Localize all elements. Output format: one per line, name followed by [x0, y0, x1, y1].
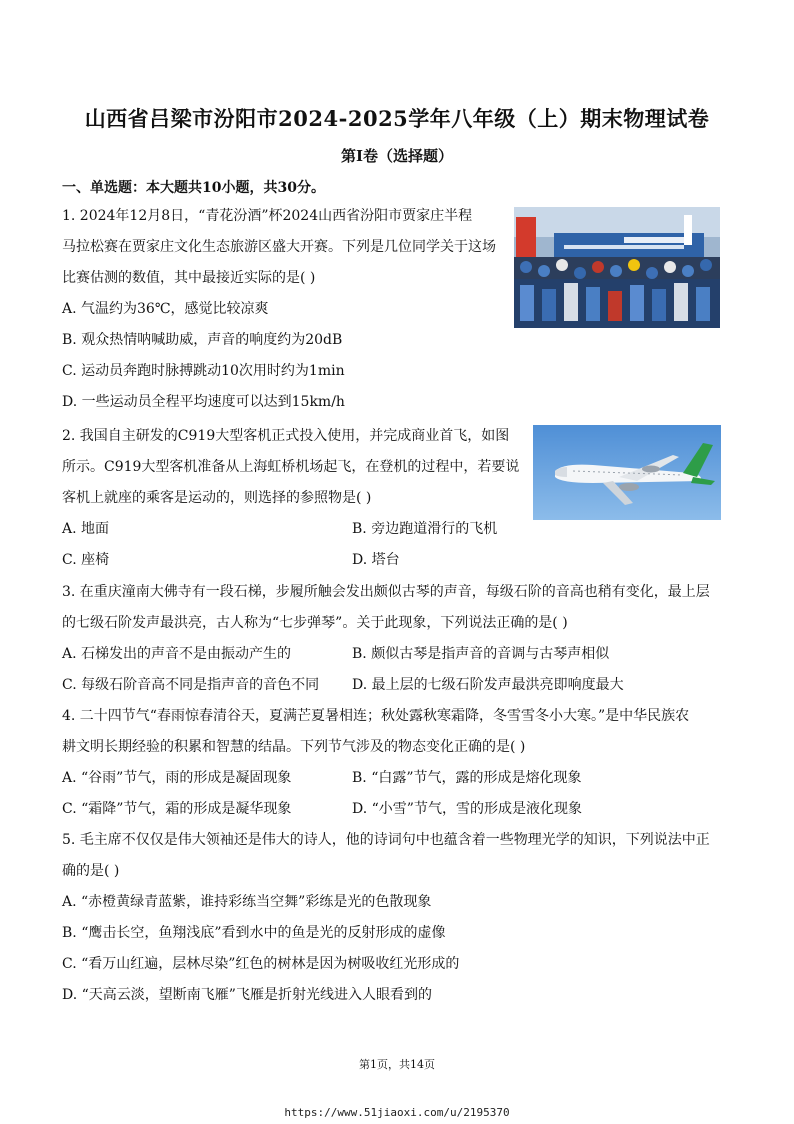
- q3-line-1: 3. 在重庆潼南大佛寺有一段石梯，步履所触会发出颇似古琴的声音，每级石阶的音高也稍有变化，最上层: [62, 584, 710, 600]
- q3-option-a: A. 石梯发出的声音不是由振动产生的: [62, 646, 292, 662]
- q4-option-b: B. “白露”节气，露的形成是熔化现象: [352, 770, 582, 786]
- airplane-photo: [533, 425, 721, 520]
- page-footer: 第1页，共14页: [359, 1058, 435, 1071]
- q1-line-1: 1. 2024年12月8日，“青花汾酒”杯2024山西省汾阳市贾家庄半程: [62, 208, 473, 224]
- q2-option-c: C. 座椅: [62, 552, 110, 568]
- q4-option-c: C. “霜降”节气，霜的形成是凝华现象: [62, 801, 292, 817]
- q3-option-c: C. 每级石阶音高不同是指声音的音色不同: [62, 677, 320, 693]
- q5-option-d: D. “天高云淡，望断南飞雁”飞雁是折射光线进入人眼看到的: [62, 987, 432, 1003]
- marathon-photo: [514, 207, 720, 328]
- section-heading: 一、单选题：本大题共10小题，共30分。: [62, 180, 325, 196]
- q5-line-2: 确的是( ): [62, 863, 120, 879]
- q1-option-d: D. 一些运动员全程平均速度可以达到15km/h: [62, 394, 345, 410]
- q2-line-3: 客机上就座的乘客是运动的，则选择的参照物是( ): [62, 490, 372, 506]
- q2-line-1: 2. 我国自主研发的C919大型客机正式投入使用，并完成商业首飞，如图: [62, 428, 510, 444]
- q3-option-b: B. 颇似古琴是指声音的音调与古琴声相似: [352, 646, 610, 662]
- q3-line-2: 的七级石阶发声最洪亮，古人称为“七步弹琴”。关于此现象，下列说法正确的是( ): [62, 615, 568, 631]
- q1-option-b: B. 观众热情呐喊助威，声音的响度约为20dB: [62, 332, 343, 348]
- q2-line-2: 所示。C919大型客机准备从上海虹桥机场起飞，在登机的过程中，若要说: [62, 459, 520, 475]
- q2-option-a: A. 地面: [62, 521, 110, 537]
- watermark-url[interactable]: https://www.51jiaoxi.com/u/2195370: [284, 1106, 510, 1119]
- q5-option-b: B. “鹰击长空，鱼翔浅底”看到水中的鱼是光的反射形成的虚像: [62, 925, 446, 941]
- q1-option-c: C. 运动员奔跑时脉搏跳动10次用时约为1min: [62, 363, 345, 379]
- q4-option-d: D. “小雪”节气，雪的形成是液化现象: [352, 801, 582, 817]
- q5-line-1: 5. 毛主席不仅仅是伟大领袖还是伟大的诗人，他的诗词句中也蕴含着一些物理光学的知识，下列说法中正: [62, 832, 710, 848]
- q4-line-1: 4. 二十四节气“春雨惊春清谷天，夏满芒夏暑相连；秋处露秋寒霜降，冬雪雪冬小大寒。”是中华民族农: [62, 708, 690, 724]
- q4-line-2: 耕文明长期经验的积累和智慧的结晶。下列节气涉及的物态变化正确的是( ): [62, 739, 526, 755]
- section-subtitle: 第I卷（选择题）: [340, 147, 454, 165]
- q1-line-3: 比赛估测的数值，其中最接近实际的是( ): [62, 270, 316, 286]
- q5-option-c: C. “看万山红遍，层林尽染”红色的树林是因为树吸收红光形成的: [62, 956, 460, 972]
- q2-option-b: B. 旁边跑道滑行的飞机: [352, 521, 498, 537]
- q2-option-d: D. 塔台: [352, 552, 400, 568]
- q5-option-a: A. “赤橙黄绿青蓝紫，谁持彩练当空舞”彩练是光的色散现象: [62, 894, 432, 910]
- page-title: 山西省吕梁市汾阳市2024-2025学年八年级（上）期末物理试卷: [84, 106, 710, 131]
- q3-option-d: D. 最上层的七级石阶发声最洪亮即响度最大: [352, 677, 624, 693]
- q4-option-a: A. “谷雨”节气，雨的形成是凝固现象: [62, 770, 292, 786]
- q1-line-2: 马拉松赛在贾家庄文化生态旅游区盛大开赛。下列是几位同学关于这场: [62, 239, 496, 255]
- q1-option-a: A. 气温约为36℃，感觉比较凉爽: [62, 301, 269, 317]
